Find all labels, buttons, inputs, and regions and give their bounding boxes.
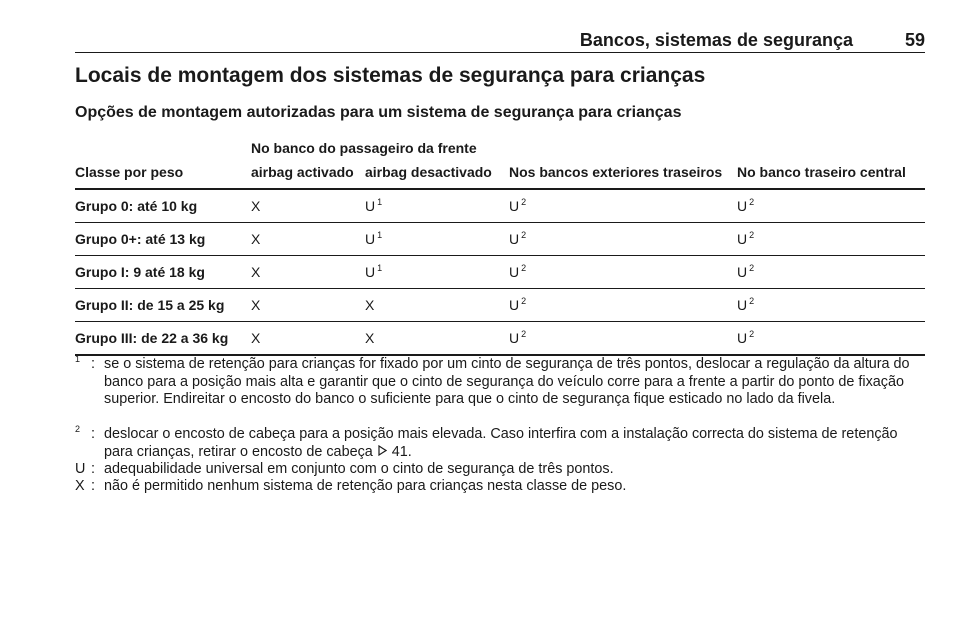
weight-class-cell: Grupo I: 9 até 18 kg [75,264,205,280]
rear-center-cell: U $^2$ [737,329,755,346]
rear-center-cell: U $^2$ [737,263,755,280]
footnote-key: U [75,461,86,477]
column-header-airbag-off: airbag desactivado [365,164,492,180]
rear-outer-cell: U $^2$ [509,263,527,280]
airbag-off-cell: U $^1$ [365,230,383,247]
weight-class-cell: Grupo 0+: até 13 kg [75,231,206,247]
weight-class-cell: Grupo II: de 15 a 25 kg [75,297,225,313]
table-row [75,256,925,289]
table-row [75,322,925,356]
section-title: Bancos, sistemas de segurança [579,30,853,50]
airbag-on-cell: X [251,297,261,313]
airbag-off-cell: U $^1$ [365,263,383,280]
rear-outer-cell: U $^2$ [509,197,527,214]
rear-outer-cell: U $^2$ [509,230,527,247]
airbag-off-cell: X [365,330,375,346]
column-header-rear-center: No banco traseiro central [737,164,906,180]
airbag-on-cell: X [251,330,261,346]
weight-class-cell: Grupo III: de 22 a 36 kg [75,330,229,346]
running-header [75,30,925,53]
table-row [75,190,925,223]
column-header-airbag-on: airbag activado [251,164,354,180]
page-number: 59 [904,30,925,50]
footnote-text: deslocar o encosto de cabeça para a posição mais elevada. Caso interfira com a instalação correcta do sistema de retenção para crianças, retirar o encosto de cabeça 41. [104,426,898,460]
footnote-colon: : [91,461,95,477]
airbag-on-cell: X [251,264,261,280]
table-row [75,289,925,322]
rear-outer-cell: U $^2$ [509,296,527,313]
airbag-off-cell: X [365,297,375,313]
page-title: Locais de montagem dos sistemas de segurança para crianças [75,64,706,87]
footnote-text: não é permitido nenhum sistema de retenção para crianças nesta classe de peso. [104,478,627,494]
airbag-off-cell: U $^1$ [365,197,383,214]
rear-center-cell: U $^2$ [737,230,755,247]
footnote-key: X [75,478,85,494]
rear-outer-cell: U $^2$ [509,329,527,346]
airbag-on-cell: X [251,198,261,214]
page-subtitle: Opções de montagem autorizadas para um sistema de segurança para crianças [75,104,682,121]
rear-center-cell: U $^2$ [737,296,755,313]
footnote-colon: : [91,426,95,442]
page-reference[interactable]: 41. [391,443,412,460]
footnote-colon: : [91,478,95,494]
column-header-rear-outer: Nos bancos exteriores traseiros [509,164,723,180]
front-passenger-group-header: No banco do passageiro da frente [251,140,477,156]
table-header [75,132,925,190]
weight-class-cell: Grupo 0: até 10 kg [75,198,198,214]
column-header-weight-class: Classe por peso [75,164,184,180]
footnote-text: adequabilidade universal em conjunto com o cinto de segurança de três pontos. [104,461,614,477]
table-row [75,223,925,256]
footnote-text: se o sistema de retenção para crianças for fixado por um cinto de segurança de três pontos, deslocar a regulação da altura do banco para a posição mais alta e garantir que o cinto de segurança do veículo corre para a frente a partir do ponto de fixação superior. Endireitar o encosto do banco o suficiente para que o cinto de segurança fique esticado no lado da fivela. [104,356,910,408]
page-reference-arrow-icon [377,444,388,462]
footnote-key: 2 [75,424,81,434]
manual-page [75,0,925,642]
airbag-on-cell: X [251,231,261,247]
footnote-key: 1 [75,354,81,364]
rear-center-cell: U $^2$ [737,197,755,214]
footnote-colon: : [91,356,95,372]
